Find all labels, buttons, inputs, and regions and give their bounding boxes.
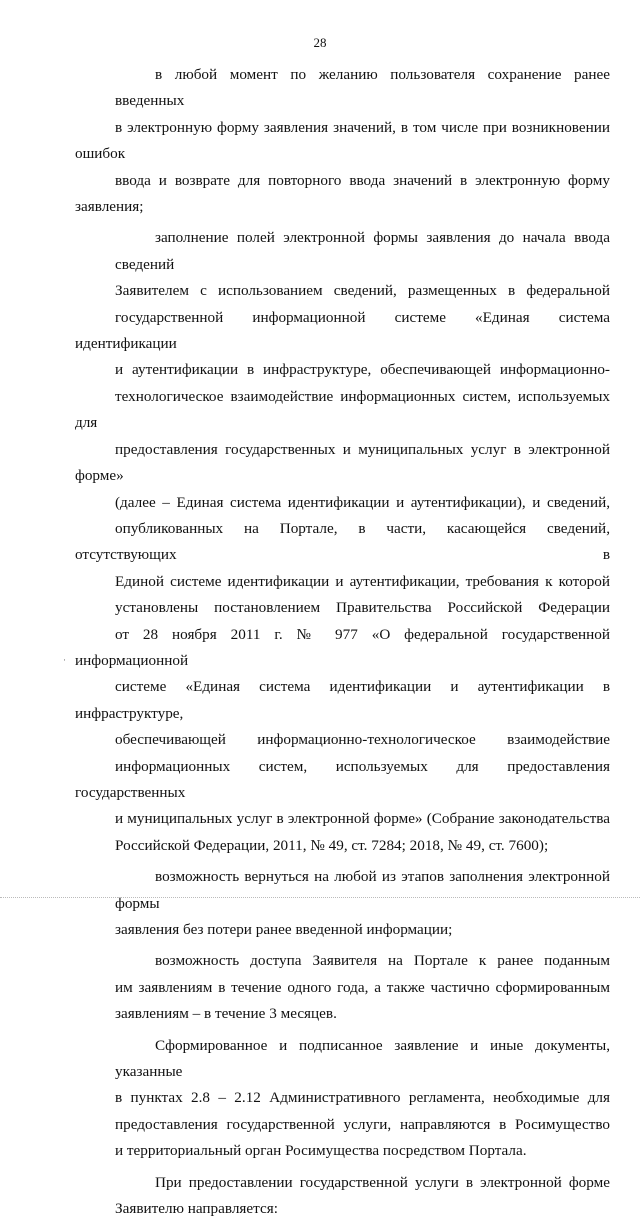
text-line: и аутентификации в инфраструктуре, обеспечивающей информационно- [115, 361, 610, 379]
text-line: опубликованных на Портале, в части, касающейся сведений, отсутствующих в [75, 519, 610, 564]
text-line: заявлениям – в течение 3 месяцев. [115, 1005, 337, 1023]
text-line: Единой системе идентификации и аутентификации, требования к которой [115, 572, 610, 590]
text-line: в электронную форму заявления значений, в том числе при возникновении ошибок [75, 118, 610, 163]
text-line: предоставления государственной услуги, направляются в Росимущество [115, 1115, 610, 1133]
text-line: Российской Федерации, 2011, № 49, ст. 7284; 2018, № 49, ст. 7600); [115, 836, 549, 854]
text-line: предоставления государственных и муниципальных услуг в электронной форме» [75, 440, 610, 485]
text-line: им заявлениям в течение одного года, а также частично сформированным [115, 978, 610, 996]
paragraph-fill-fields [75, 225, 610, 859]
text-line: возможность вернуться на любой из этапов заполнения электронной формы [115, 868, 610, 912]
text-line: заявления без потери ранее введенной информации; [115, 921, 453, 938]
paragraph-return-to-step [75, 864, 610, 943]
document-body [75, 62, 610, 1222]
text-line: установлены постановлением Правительства Российской Федерации [115, 599, 610, 617]
text-line: от 28 ноября 2011 г. № 977 «О федеральной государственной информационной [75, 625, 610, 669]
text-line: заполнение полей электронной формы заявления до начала ввода сведений [115, 229, 610, 273]
text-line: государственной информационной системе «Единая система идентификации [75, 308, 610, 353]
text-line: Сформированное и подписанное заявление и иные документы, указанные [115, 1036, 610, 1081]
paragraph-electronic-service [75, 1170, 610, 1222]
text-line: ввода и возврате для повторного ввода значений в электронную форму заявления; [75, 171, 610, 216]
text-line: и территориальный орган Росимущества посредством Портала. [115, 1142, 527, 1160]
text-line: и муниципальных услуг в электронной форме» (Собрание законодательства [115, 810, 610, 828]
text-line: При предоставлении государственной услуги в электронной форме [155, 1173, 610, 1191]
text-line: системе «Единая система идентификации и аутентификации в инфраструктуре, [75, 678, 610, 722]
text-line: Заявителем с использованием сведений, размещенных в федеральной [115, 282, 610, 300]
text-line: в пунктах 2.8 – 2.12 Административного регламента, необходимые для [115, 1089, 610, 1107]
paragraph-access-applications [75, 948, 610, 1027]
text-line: Заявителю направляется: [115, 1200, 278, 1218]
text-line: обеспечивающей информационно-технологическое взаимодействие [115, 731, 610, 749]
text-line: технологическое взаимодействие информационных систем, используемых для [75, 387, 610, 432]
page-number: 28 [313, 35, 327, 50]
paragraph-submission [75, 1033, 610, 1165]
paragraph-save-values [75, 62, 610, 220]
text-line: информационных систем, используемых для предоставления государственных [75, 757, 610, 801]
text-line: возможность доступа Заявителя на Портале к ранее поданным [155, 952, 610, 970]
text-line: в любой момент по желанию пользователя сохранение ранее введенных [115, 66, 610, 110]
scan-artifact: · [63, 655, 66, 665]
scan-edge [0, 897, 640, 901]
text-line: (далее – Единая система идентификации и аутентификации), и сведений, [115, 493, 610, 511]
